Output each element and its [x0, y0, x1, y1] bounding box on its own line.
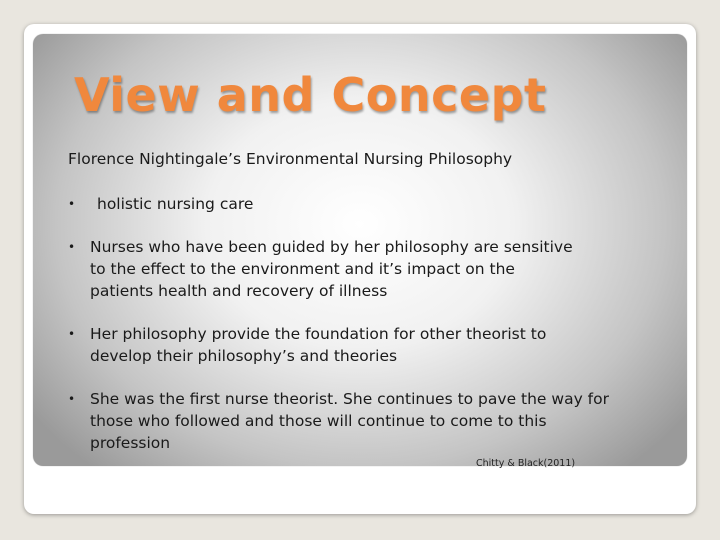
bullet-marker: •: [68, 392, 76, 406]
bullet-item: [68, 193, 628, 215]
bullet-list: [68, 193, 628, 475]
slide-title: View and Concept: [74, 68, 547, 122]
bullet-item: [68, 323, 628, 367]
bullet-text: She was the first nurse theorist. She continues to pave the way for those who followed and those will continue to come to this profession: [90, 390, 609, 452]
bullet-item: [68, 388, 628, 454]
citation: Chitty & Black(2011): [476, 458, 576, 469]
bullet-marker: •: [68, 197, 76, 211]
bullet-marker: •: [68, 327, 76, 341]
bullet-item: [68, 236, 628, 302]
bullet-marker: •: [68, 240, 76, 254]
bullet-text: Nurses who have been guided by her philosophy are sensitive to the effect to the environment and it’s impact on the patients health and recovery of illness: [90, 238, 573, 300]
bullet-text: holistic nursing care: [97, 195, 254, 213]
bullet-text: Her philosophy provide the foundation for other theorist to develop their philosophy’s and theories: [90, 325, 547, 365]
slide-subtitle: Florence Nightingale’s Environmental Nursing Philosophy: [68, 150, 513, 168]
